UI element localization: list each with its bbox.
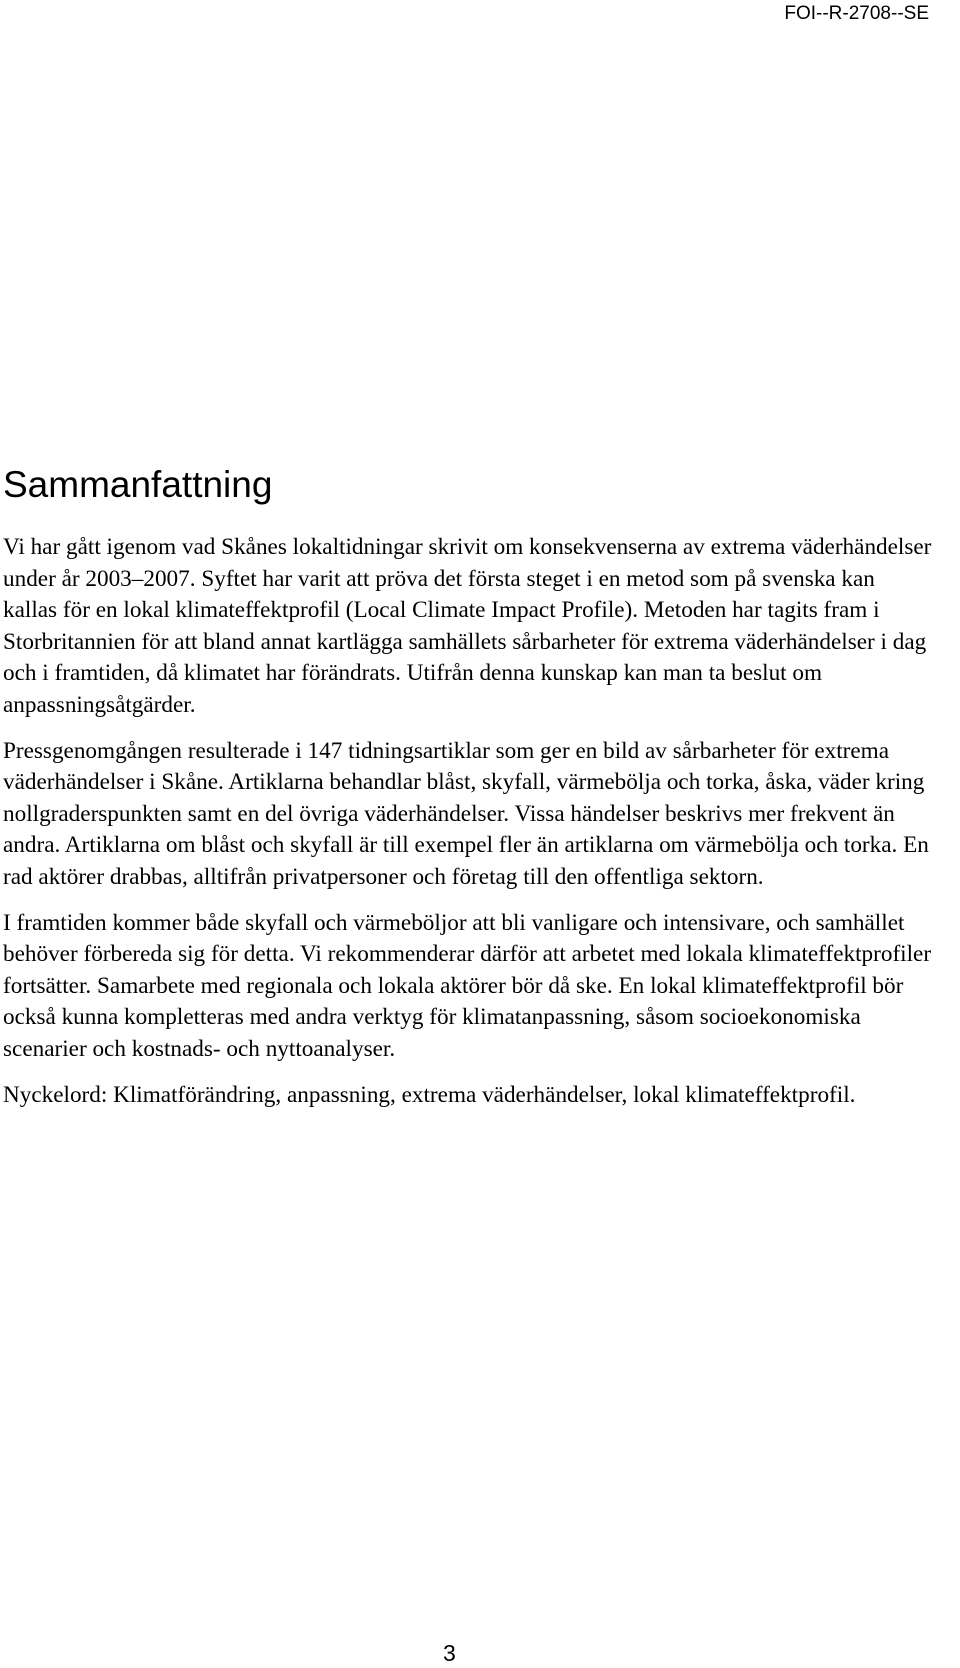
paragraph-introduction: Vi har gått igenom vad Skånes lokaltidningar skrivit om konsekvenserna av extrema väderhändelser under år 2003–2007. Syftet har varit att pröva det första steget i en metod som på svenska kan kallas för en lokal klimateffektprofil (Local Climate Impact Profile). Metoden har tagits fram i Storbritannien för att bland annat kartlägga samhällets sårbarheter för extrema väderhändelser i dag och i framtiden, då klimatet har förändrats. Utifrån denna kunskap kan man ta beslut om anpassningsåtgärder.: [3, 534, 932, 718]
paragraph-press-review: Pressgenomgången resulterade i 147 tidningsartiklar som ger en bild av sårbarheter för extrema väderhändelser i Skåne. Artiklarna behandlar blåst, skyfall, värmebölja och torka, åska, väder kring nollgraderspunkten samt en del övriga väderhändelser. Vissa händelser beskrivs mer frekvent än andra. Artiklarna om blåst och skyfall är till exempel fler än artiklarna om värmebölja och torka. En rad aktörer drabbas, alltifrån privatpersoner och företag till den offentliga sektorn.: [3, 737, 929, 890]
document-body: [3, 464, 933, 1125]
report-id: FOI--R-2708--SE: [784, 3, 929, 24]
paragraph-recommendations: I framtiden kommer både skyfall och värmeböljor att bli vanligare och intensivare, och samhället behöver förbereda sig för detta. Vi rekommenderar därför att arbetet med lokala klimateffektprofiler fortsätter. Samarbete med regionala och lokala aktörer bör då ske. En lokal klimateffektprofil bör också kunna kompletteras med andra verktyg för klimatanpassning, såsom socioekonomiska scenarier och kostnads- och nyttoanalyser.: [3, 909, 932, 1062]
section-heading: Sammanfattning: [3, 464, 273, 505]
page-number: 3: [443, 1640, 456, 1666]
paragraph-keywords: Nyckelord: Klimatförändring, anpassning, extrema väderhändelser, lokal klimateffektprofil.: [3, 1081, 856, 1108]
